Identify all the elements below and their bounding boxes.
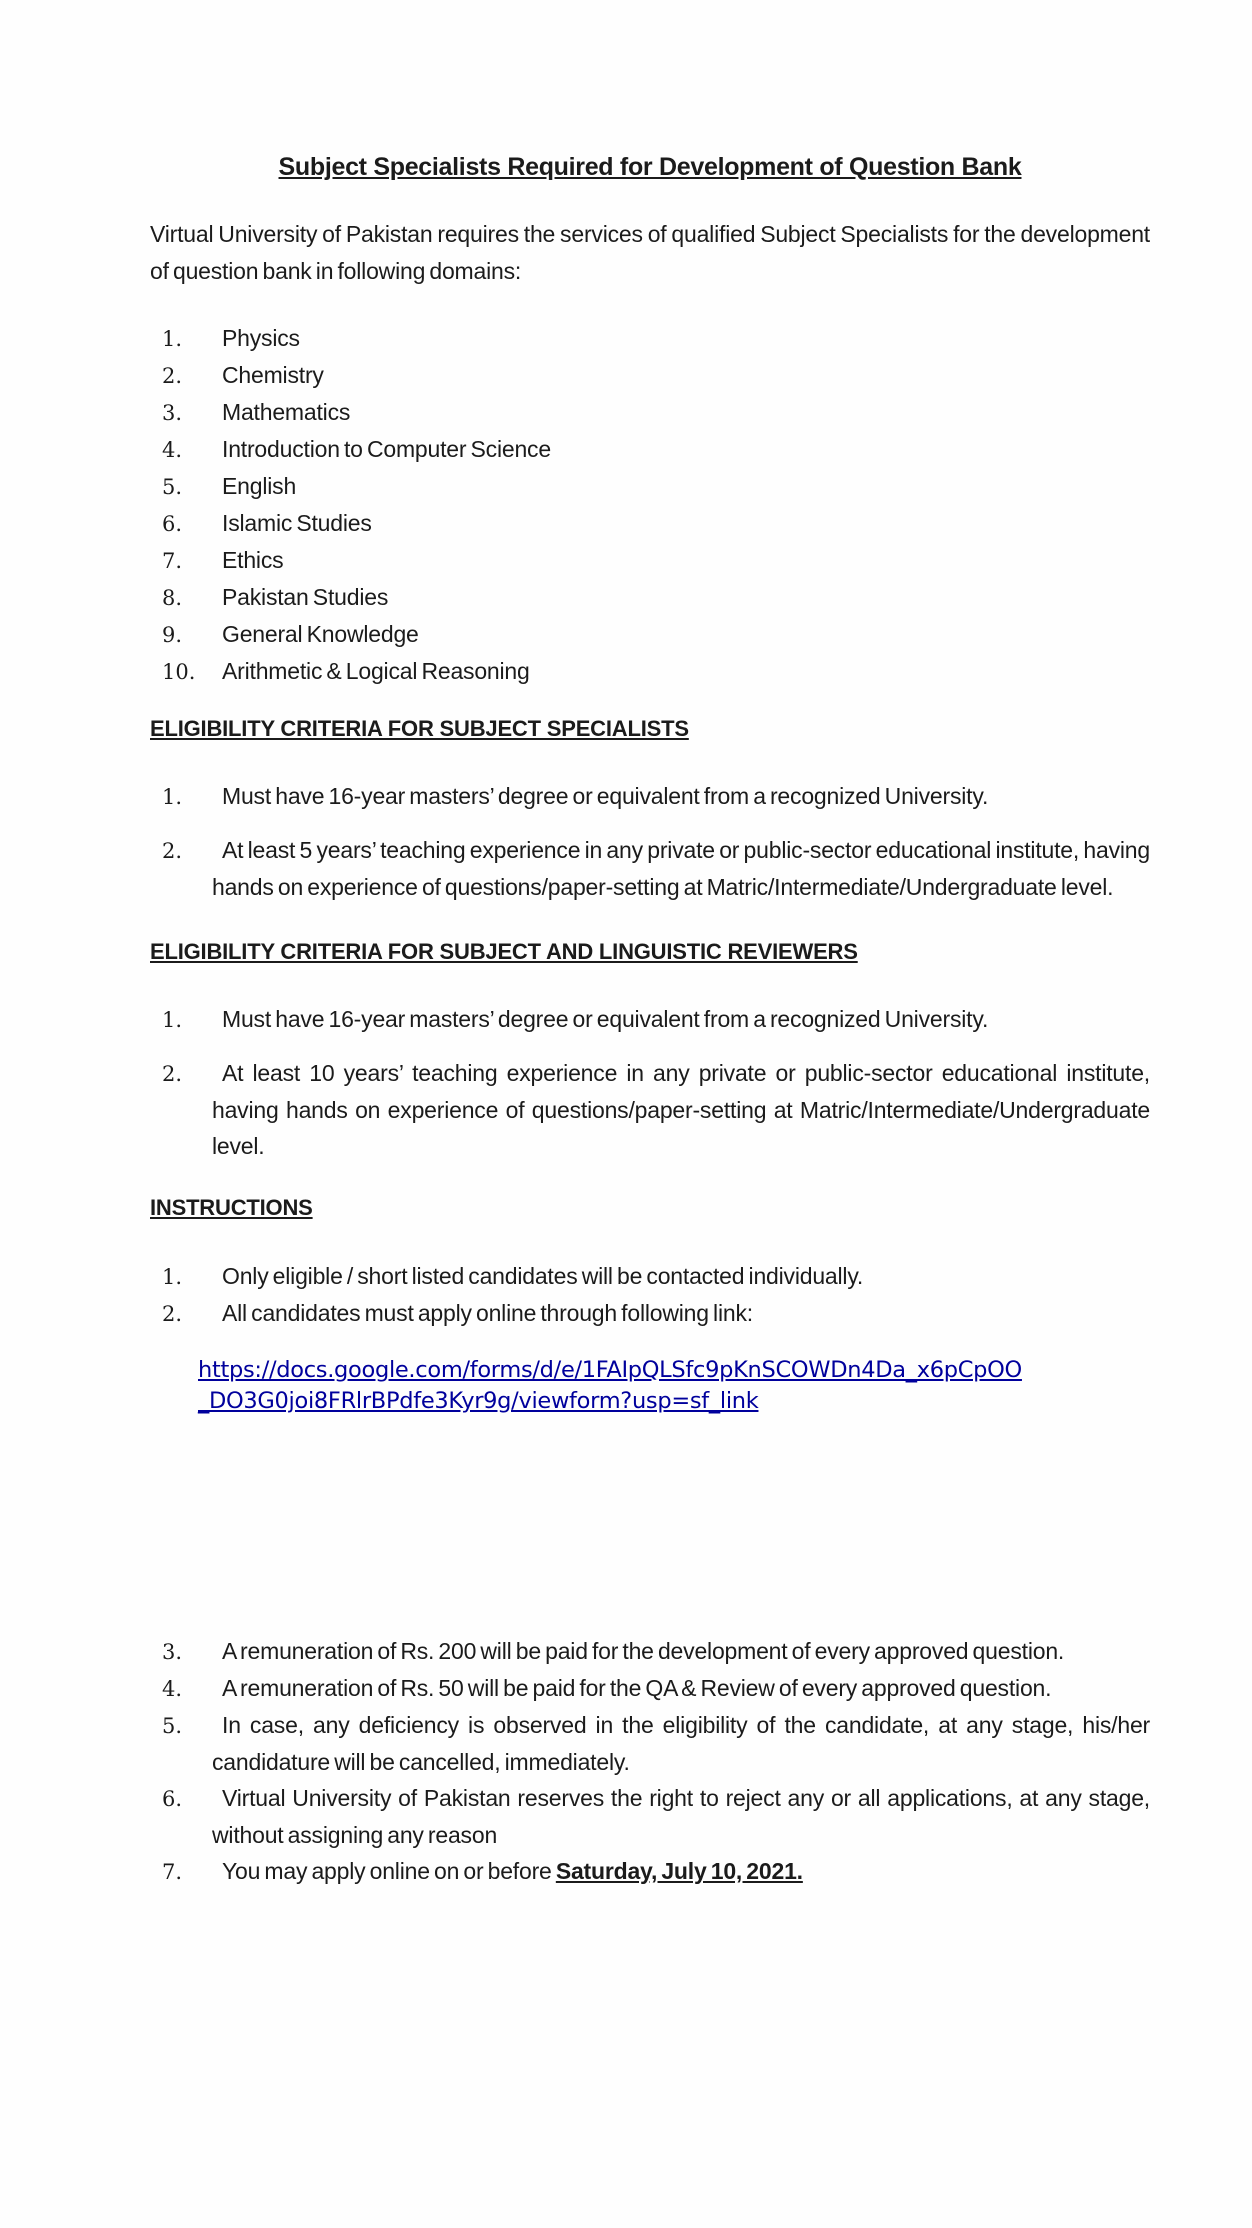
instruction-text: Only eligible / short listed candidates will be contacted individually.	[222, 1263, 864, 1289]
list-number: 7.	[162, 1860, 183, 1884]
eligibility-reviewers-list	[150, 1001, 1150, 1164]
criteria-item	[150, 1055, 1150, 1164]
list-number: 9.	[162, 623, 183, 647]
domain-label: General Knowledge	[222, 621, 419, 647]
list-number: 3.	[162, 1640, 183, 1664]
domain-label: Physics	[222, 325, 300, 351]
domain-item	[150, 616, 1150, 653]
criteria-item	[150, 778, 1150, 815]
domain-item	[150, 320, 1150, 357]
list-number: 2.	[162, 1062, 183, 1086]
list-number: 4.	[162, 1677, 183, 1701]
instructions-list-before-link	[150, 1258, 1150, 1332]
eligibility-specialists-list	[150, 778, 1150, 905]
domain-item	[150, 468, 1150, 505]
domain-label: Introduction to Computer Science	[222, 436, 551, 462]
domain-list	[150, 320, 1150, 690]
domain-label: Arithmetic & Logical Reasoning	[222, 658, 530, 684]
domain-item	[150, 431, 1150, 468]
instruction-item	[150, 1670, 1150, 1707]
blank-gap	[150, 1417, 1150, 1633]
criteria-item	[150, 832, 1150, 905]
domain-item	[150, 579, 1150, 616]
list-number: 8.	[162, 586, 183, 610]
instruction-item	[150, 1633, 1150, 1670]
list-number: 4.	[162, 438, 183, 462]
criteria-text: At least 10 years’ teaching experience in any private or public-sector educational institute, having hands on experience of questions/paper-setting at Matric/Intermediate/Undergraduate level.	[212, 1060, 1150, 1159]
list-number: 7.	[162, 549, 183, 573]
instruction-text: All candidates must apply online through following link:	[222, 1300, 753, 1326]
list-number: 1.	[162, 327, 183, 351]
domain-label: Ethics	[222, 547, 284, 573]
page-title: Subject Specialists Required for Development of Question Bank	[278, 153, 1022, 181]
google-form-link-line2[interactable]: _DO3G0joi8FRlrBPdfe3Kyr9g/viewform?usp=sf_link	[198, 1388, 759, 1414]
instruction-item	[150, 1707, 1150, 1780]
google-form-link-line1[interactable]: https://docs.google.com/forms/d/e/1FAIpQLSfc9pKnSCOWDn4Da_x6pCpOO	[198, 1357, 1022, 1383]
application-deadline: Saturday, July 10, 2021.	[555, 1858, 803, 1884]
application-link-block	[150, 1355, 1150, 1417]
instruction-text: You may apply online on or before	[222, 1858, 556, 1884]
list-number: 5.	[162, 1714, 183, 1738]
eligibility-specialists-heading: ELIGIBILITY CRITERIA FOR SUBJECT SPECIALISTS	[150, 716, 689, 741]
list-number: 5.	[162, 475, 183, 499]
list-number: 1.	[162, 785, 183, 809]
criteria-text: Must have 16-year masters’ degree or equivalent from a recognized University.	[222, 1006, 989, 1032]
list-number: 10.	[162, 660, 196, 684]
intro-paragraph: Virtual University of Pakistan requires the services of qualified Subject Specialists for the development of question bank in following domains:	[150, 221, 1150, 284]
google-form-link[interactable]	[198, 1355, 1150, 1417]
instruction-text: A remuneration of Rs. 200 will be paid for the development of every approved question.	[222, 1638, 1065, 1664]
list-number: 6.	[162, 512, 183, 536]
domain-item	[150, 357, 1150, 394]
domain-item	[150, 394, 1150, 431]
list-number: 1.	[162, 1008, 183, 1032]
instructions-list-after-link	[150, 1633, 1150, 1890]
instruction-text: Virtual University of Pakistan reserves the right to reject any or all applications, at any stage, without assigning any reason	[212, 1785, 1150, 1848]
criteria-item	[150, 1001, 1150, 1038]
instruction-text: In case, any deficiency is observed in the eligibility of the candidate, at any stage, his/her candidature will be cancelled, immediately.	[212, 1712, 1150, 1775]
list-number: 3.	[162, 401, 183, 425]
domain-label: Mathematics	[222, 399, 351, 425]
instruction-item	[150, 1258, 1150, 1295]
list-number: 1.	[162, 1265, 183, 1289]
criteria-text: At least 5 years’ teaching experience in any private or public-sector educational institute, having hands on experience of questions/paper-setting at Matric/Intermediate/Undergraduate level.	[212, 837, 1150, 900]
instruction-item	[150, 1853, 1150, 1890]
instruction-item	[150, 1780, 1150, 1853]
list-number: 2.	[162, 1302, 183, 1326]
domain-label: Chemistry	[222, 362, 324, 388]
criteria-text: Must have 16-year masters’ degree or equivalent from a recognized University.	[222, 783, 989, 809]
list-number: 2.	[162, 364, 183, 388]
instructions-heading: INSTRUCTIONS	[150, 1195, 313, 1220]
domain-label: English	[222, 473, 297, 499]
instruction-text: A remuneration of Rs. 50 will be paid for the QA & Review of every approved question.	[222, 1675, 1052, 1701]
domain-item	[150, 542, 1150, 579]
domain-item	[150, 653, 1150, 690]
domain-label: Islamic Studies	[222, 510, 372, 536]
eligibility-reviewers-heading: ELIGIBILITY CRITERIA FOR SUBJECT AND LINGUISTIC REVIEWERS	[150, 939, 858, 964]
domain-label: Pakistan Studies	[222, 584, 389, 610]
domain-item	[150, 505, 1150, 542]
instruction-item	[150, 1295, 1150, 1332]
list-number: 2.	[162, 839, 183, 863]
list-number: 6.	[162, 1787, 183, 1811]
